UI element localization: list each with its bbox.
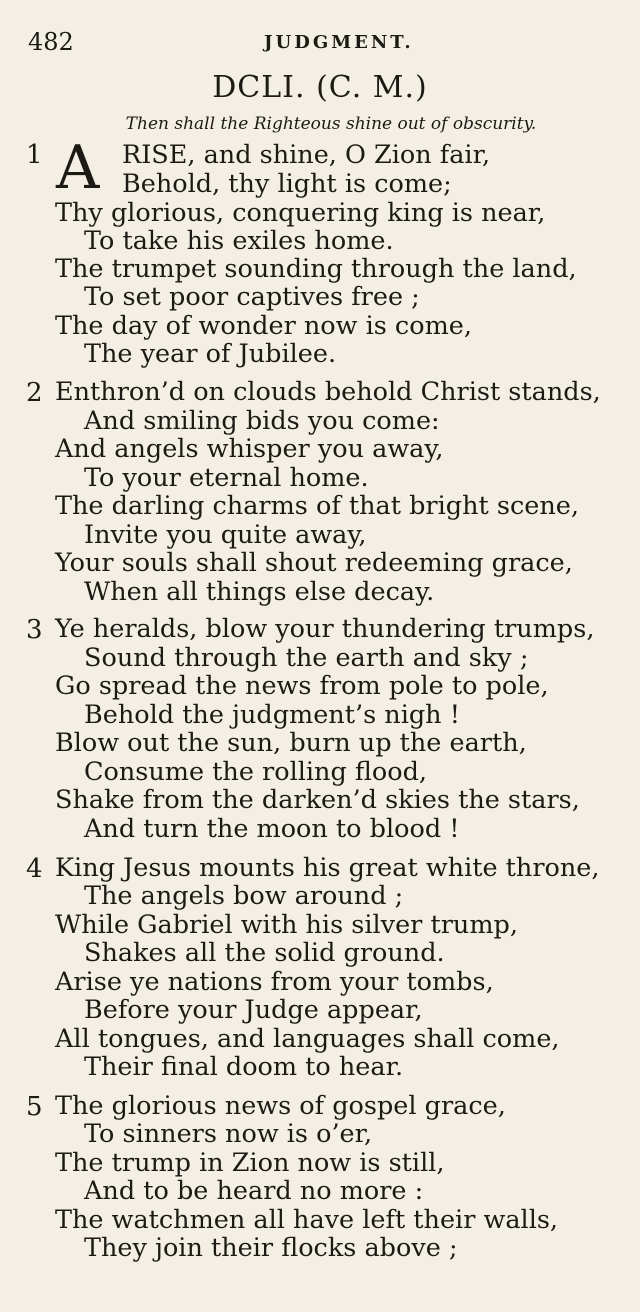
verse-line: Go spread the news from pole to pole,: [55, 671, 549, 701]
verse-line: Sound through the earth and sky ;: [84, 643, 529, 673]
verse-line: The day of wonder now is come,: [55, 311, 472, 341]
verse-line: Their final doom to hear.: [84, 1052, 404, 1082]
stanza-number: 1: [26, 140, 43, 170]
verse-line: Consume the rolling flood,: [84, 757, 428, 787]
verse-line: To your eternal home.: [84, 463, 369, 493]
verse-line: And to be heard no more :: [84, 1176, 424, 1206]
verse-line: Enthron’d on clouds behold Christ stands,: [55, 377, 601, 407]
hymn-subtitle: Then shall the Righteous shine out of obscurity.: [125, 114, 537, 134]
verse-line: Invite you quite away,: [84, 520, 367, 550]
verse-line: The glorious news of gospel grace,: [55, 1091, 506, 1121]
verse-line: They join their flocks above ;: [84, 1233, 458, 1263]
verse-line: Arise ye nations from your tombs,: [55, 967, 494, 997]
verse-line: Ye heralds, blow your thundering trumps,: [55, 614, 595, 644]
page-header: [28, 28, 620, 60]
verse-line: The trumpet sounding through the land,: [55, 254, 577, 284]
verse-line: And smiling bids you come:: [84, 406, 440, 436]
verse-line: RISE, and shine, O Zion fair,: [122, 140, 491, 170]
verse-line: And angels whisper you away,: [55, 434, 444, 464]
verse-line: And turn the moon to blood !: [84, 814, 460, 844]
verse-line: King Jesus mounts his great white throne,: [55, 853, 600, 883]
verse-line: Blow out the sun, burn up the earth,: [55, 728, 527, 758]
verse-line: To take his exiles home.: [84, 226, 394, 256]
verse-line: Before your Judge appear,: [84, 995, 423, 1025]
verse-line: The angels bow around ;: [84, 881, 404, 911]
verse-line: Shake from the darken’d skies the stars,: [55, 785, 580, 815]
stanza-number: 3: [26, 615, 43, 645]
verse-line: All tongues, and languages shall come,: [55, 1024, 560, 1054]
verse-line: To sinners now is o’er,: [84, 1119, 373, 1149]
verse-line: The darling charms of that bright scene,: [55, 491, 579, 521]
verse-line: When all things else decay.: [84, 577, 435, 607]
verse-line: The year of Jubilee.: [84, 339, 337, 369]
page-number: 482: [28, 28, 74, 56]
running-head: JUDGMENT.: [264, 32, 414, 53]
drop-cap: A: [56, 133, 100, 203]
verse-line: While Gabriel with his silver trump,: [55, 910, 518, 940]
verse-line: The watchmen all have left their walls,: [55, 1205, 559, 1235]
verse-line: To set poor captives free ;: [84, 282, 420, 312]
verse-line: The trump in Zion now is still,: [55, 1148, 445, 1178]
verse-line: Shakes all the solid ground.: [84, 938, 445, 968]
stanza-number: 2: [26, 378, 43, 408]
verse-line: Behold the judgment’s nigh !: [84, 700, 460, 730]
hymn-title: DCLI. (C. M.): [212, 70, 428, 105]
verse-line: Your souls shall shout redeeming grace,: [55, 548, 573, 578]
stanza-number: 5: [26, 1092, 43, 1122]
stanza-number: 4: [26, 854, 43, 884]
verse-line: Thy glorious, conquering king is near,: [55, 198, 546, 228]
verse-line: Behold, thy light is come;: [122, 169, 452, 199]
